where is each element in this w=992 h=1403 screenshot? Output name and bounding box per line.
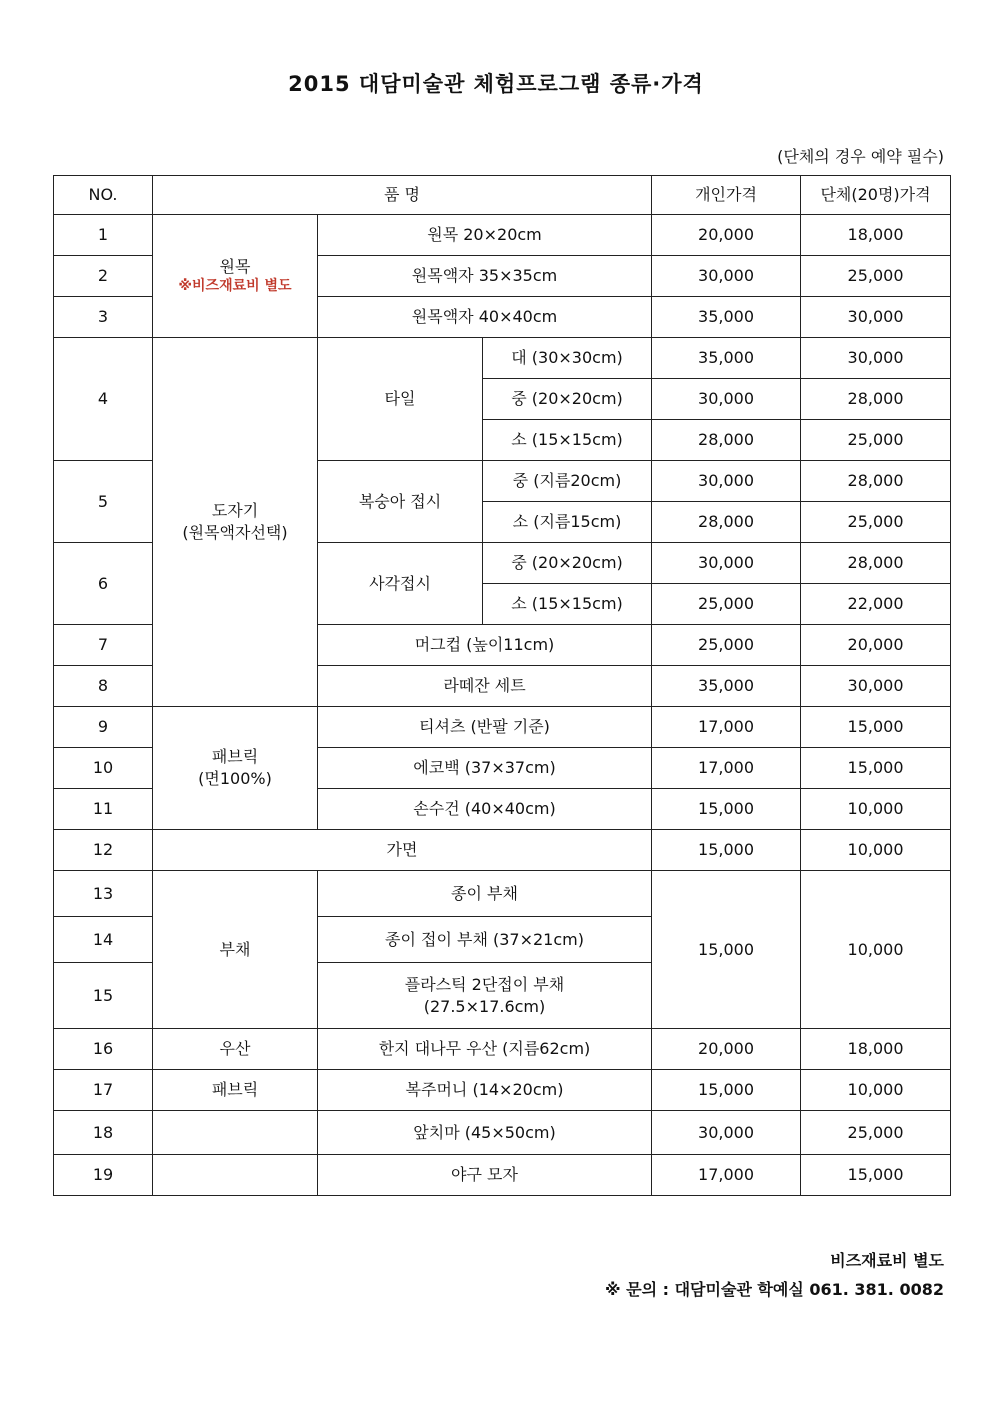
row-no: 13 (54, 871, 153, 917)
row-no: 18 (54, 1111, 153, 1155)
row-no: 6 (54, 543, 153, 625)
individual-price: 17,000 (652, 707, 801, 748)
table-row (54, 707, 951, 748)
row-no: 7 (54, 625, 153, 666)
individual-price: 20,000 (652, 215, 801, 256)
row-no: 3 (54, 297, 153, 338)
row-no: 11 (54, 789, 153, 830)
reservation-note: (단체의 경우 예약 필수) (777, 147, 944, 166)
individual-price: 15,000 (652, 871, 801, 1029)
individual-price: 25,000 (652, 625, 801, 666)
item-name: 종이 부채 (318, 871, 652, 917)
item-name: 손수건 (40×40cm) (318, 789, 652, 830)
category-empty (153, 1111, 318, 1155)
category-umbrella: 우산 (153, 1029, 318, 1070)
group-price: 25,000 (801, 502, 951, 543)
individual-price: 30,000 (652, 256, 801, 297)
group-price: 30,000 (801, 666, 951, 707)
table-row (54, 338, 951, 379)
row-no: 5 (54, 461, 153, 543)
group-price: 25,000 (801, 420, 951, 461)
item-name: 야구 모자 (318, 1155, 652, 1196)
individual-price: 30,000 (652, 461, 801, 502)
item-size: 중 (지름20cm) (483, 461, 652, 502)
group-price: 15,000 (801, 748, 951, 789)
group-price: 10,000 (801, 871, 951, 1029)
group-price: 25,000 (801, 1111, 951, 1155)
table-row (54, 1029, 951, 1070)
item-name: 복주머니 (14×20cm) (318, 1070, 652, 1111)
individual-price: 15,000 (652, 789, 801, 830)
individual-price: 30,000 (652, 1111, 801, 1155)
individual-price: 35,000 (652, 338, 801, 379)
item-name-line1: 플라스틱 2단접이 부채 (404, 974, 565, 994)
table-row (54, 1111, 951, 1155)
table-row (54, 1070, 951, 1111)
row-no: 1 (54, 215, 153, 256)
subcategory-tile: 타일 (318, 338, 483, 461)
item-size: 대 (30×30cm) (483, 338, 652, 379)
category-label: 도자기 (211, 501, 259, 521)
row-no: 14 (54, 917, 153, 963)
subcategory-peach-plate: 복숭아 접시 (318, 461, 483, 543)
category-sublabel: (면100%) (198, 769, 272, 788)
group-price: 18,000 (801, 215, 951, 256)
row-no: 8 (54, 666, 153, 707)
table-row (54, 871, 951, 917)
individual-price: 35,000 (652, 666, 801, 707)
group-price: 15,000 (801, 1155, 951, 1196)
row-no: 4 (54, 338, 153, 461)
item-size: 소 (지름15cm) (483, 502, 652, 543)
row-no: 9 (54, 707, 153, 748)
category-sublabel: (원목액자선택) (182, 523, 288, 542)
item-size: 소 (15×15cm) (483, 584, 652, 625)
individual-price: 20,000 (652, 1029, 801, 1070)
item-name: 원목액자 35×35cm (318, 256, 652, 297)
category-fabric-cotton (153, 707, 318, 830)
individual-price: 28,000 (652, 420, 801, 461)
group-price: 25,000 (801, 256, 951, 297)
row-no: 15 (54, 963, 153, 1029)
item-name-line2: (27.5×17.6cm) (423, 996, 546, 1016)
table-row (54, 1155, 951, 1196)
group-price: 28,000 (801, 461, 951, 502)
item-name: 원목액자 40×40cm (318, 297, 652, 338)
row-no: 2 (54, 256, 153, 297)
item-name: 티셔츠 (반팔 기준) (318, 707, 652, 748)
category-label: 원목 (219, 256, 251, 276)
item-name: 앞치마 (45×50cm) (318, 1111, 652, 1155)
individual-price: 15,000 (652, 1070, 801, 1111)
group-price: 20,000 (801, 625, 951, 666)
table-row (54, 215, 951, 256)
group-price: 22,000 (801, 584, 951, 625)
group-price: 30,000 (801, 297, 951, 338)
individual-price: 17,000 (652, 1155, 801, 1196)
group-price: 10,000 (801, 830, 951, 871)
category-dojagi (153, 338, 318, 707)
group-price: 18,000 (801, 1029, 951, 1070)
category-fan: 부채 (153, 871, 318, 1029)
individual-price: 15,000 (652, 830, 801, 871)
group-price: 10,000 (801, 1070, 951, 1111)
group-price: 30,000 (801, 338, 951, 379)
item-name: 라떼잔 세트 (318, 666, 652, 707)
header-group-price: 단체(20명)가격 (801, 176, 951, 215)
row-no: 16 (54, 1029, 153, 1070)
item-size: 중 (20×20cm) (483, 543, 652, 584)
item-name: 종이 접이 부채 (37×21cm) (318, 917, 652, 963)
item-name: 가면 (153, 830, 652, 871)
individual-price: 30,000 (652, 543, 801, 584)
row-no: 12 (54, 830, 153, 871)
individual-price: 17,000 (652, 748, 801, 789)
group-price: 28,000 (801, 379, 951, 420)
individual-price: 30,000 (652, 379, 801, 420)
row-no: 10 (54, 748, 153, 789)
table-row (54, 830, 951, 871)
item-size: 소 (15×15cm) (483, 420, 652, 461)
page-title: 2015 대담미술관 체험프로그램 종류·가격 (288, 72, 704, 96)
category-label: 패브릭 (211, 747, 259, 767)
header-no: NO. (54, 176, 153, 215)
item-name: 에코백 (37×37cm) (318, 748, 652, 789)
footer-contact: ※ 문의 : 대담미술관 학예실 061. 381. 0082 (605, 1280, 944, 1299)
header-individual-price: 개인가격 (652, 176, 801, 215)
row-no: 17 (54, 1070, 153, 1111)
item-name (318, 963, 652, 1029)
individual-price: 35,000 (652, 297, 801, 338)
bead-cost-note: ※비즈재료비 별도 (178, 278, 292, 295)
subcategory-square-plate: 사각접시 (318, 543, 483, 625)
individual-price: 28,000 (652, 502, 801, 543)
footer-bead-note: 비즈재료비 별도 (830, 1251, 944, 1270)
item-name: 원목 20×20cm (318, 215, 652, 256)
item-name: 머그컵 (높이11cm) (318, 625, 652, 666)
header-item: 품 명 (153, 176, 652, 215)
category-fabric: 패브릭 (153, 1070, 318, 1111)
table-header-row (54, 176, 951, 215)
group-price: 10,000 (801, 789, 951, 830)
price-table (53, 175, 951, 1196)
row-no: 19 (54, 1155, 153, 1196)
item-size: 중 (20×20cm) (483, 379, 652, 420)
group-price: 28,000 (801, 543, 951, 584)
group-price: 15,000 (801, 707, 951, 748)
category-wonmok (153, 215, 318, 338)
category-empty (153, 1155, 318, 1196)
individual-price: 25,000 (652, 584, 801, 625)
item-name: 한지 대나무 우산 (지름62cm) (318, 1029, 652, 1070)
